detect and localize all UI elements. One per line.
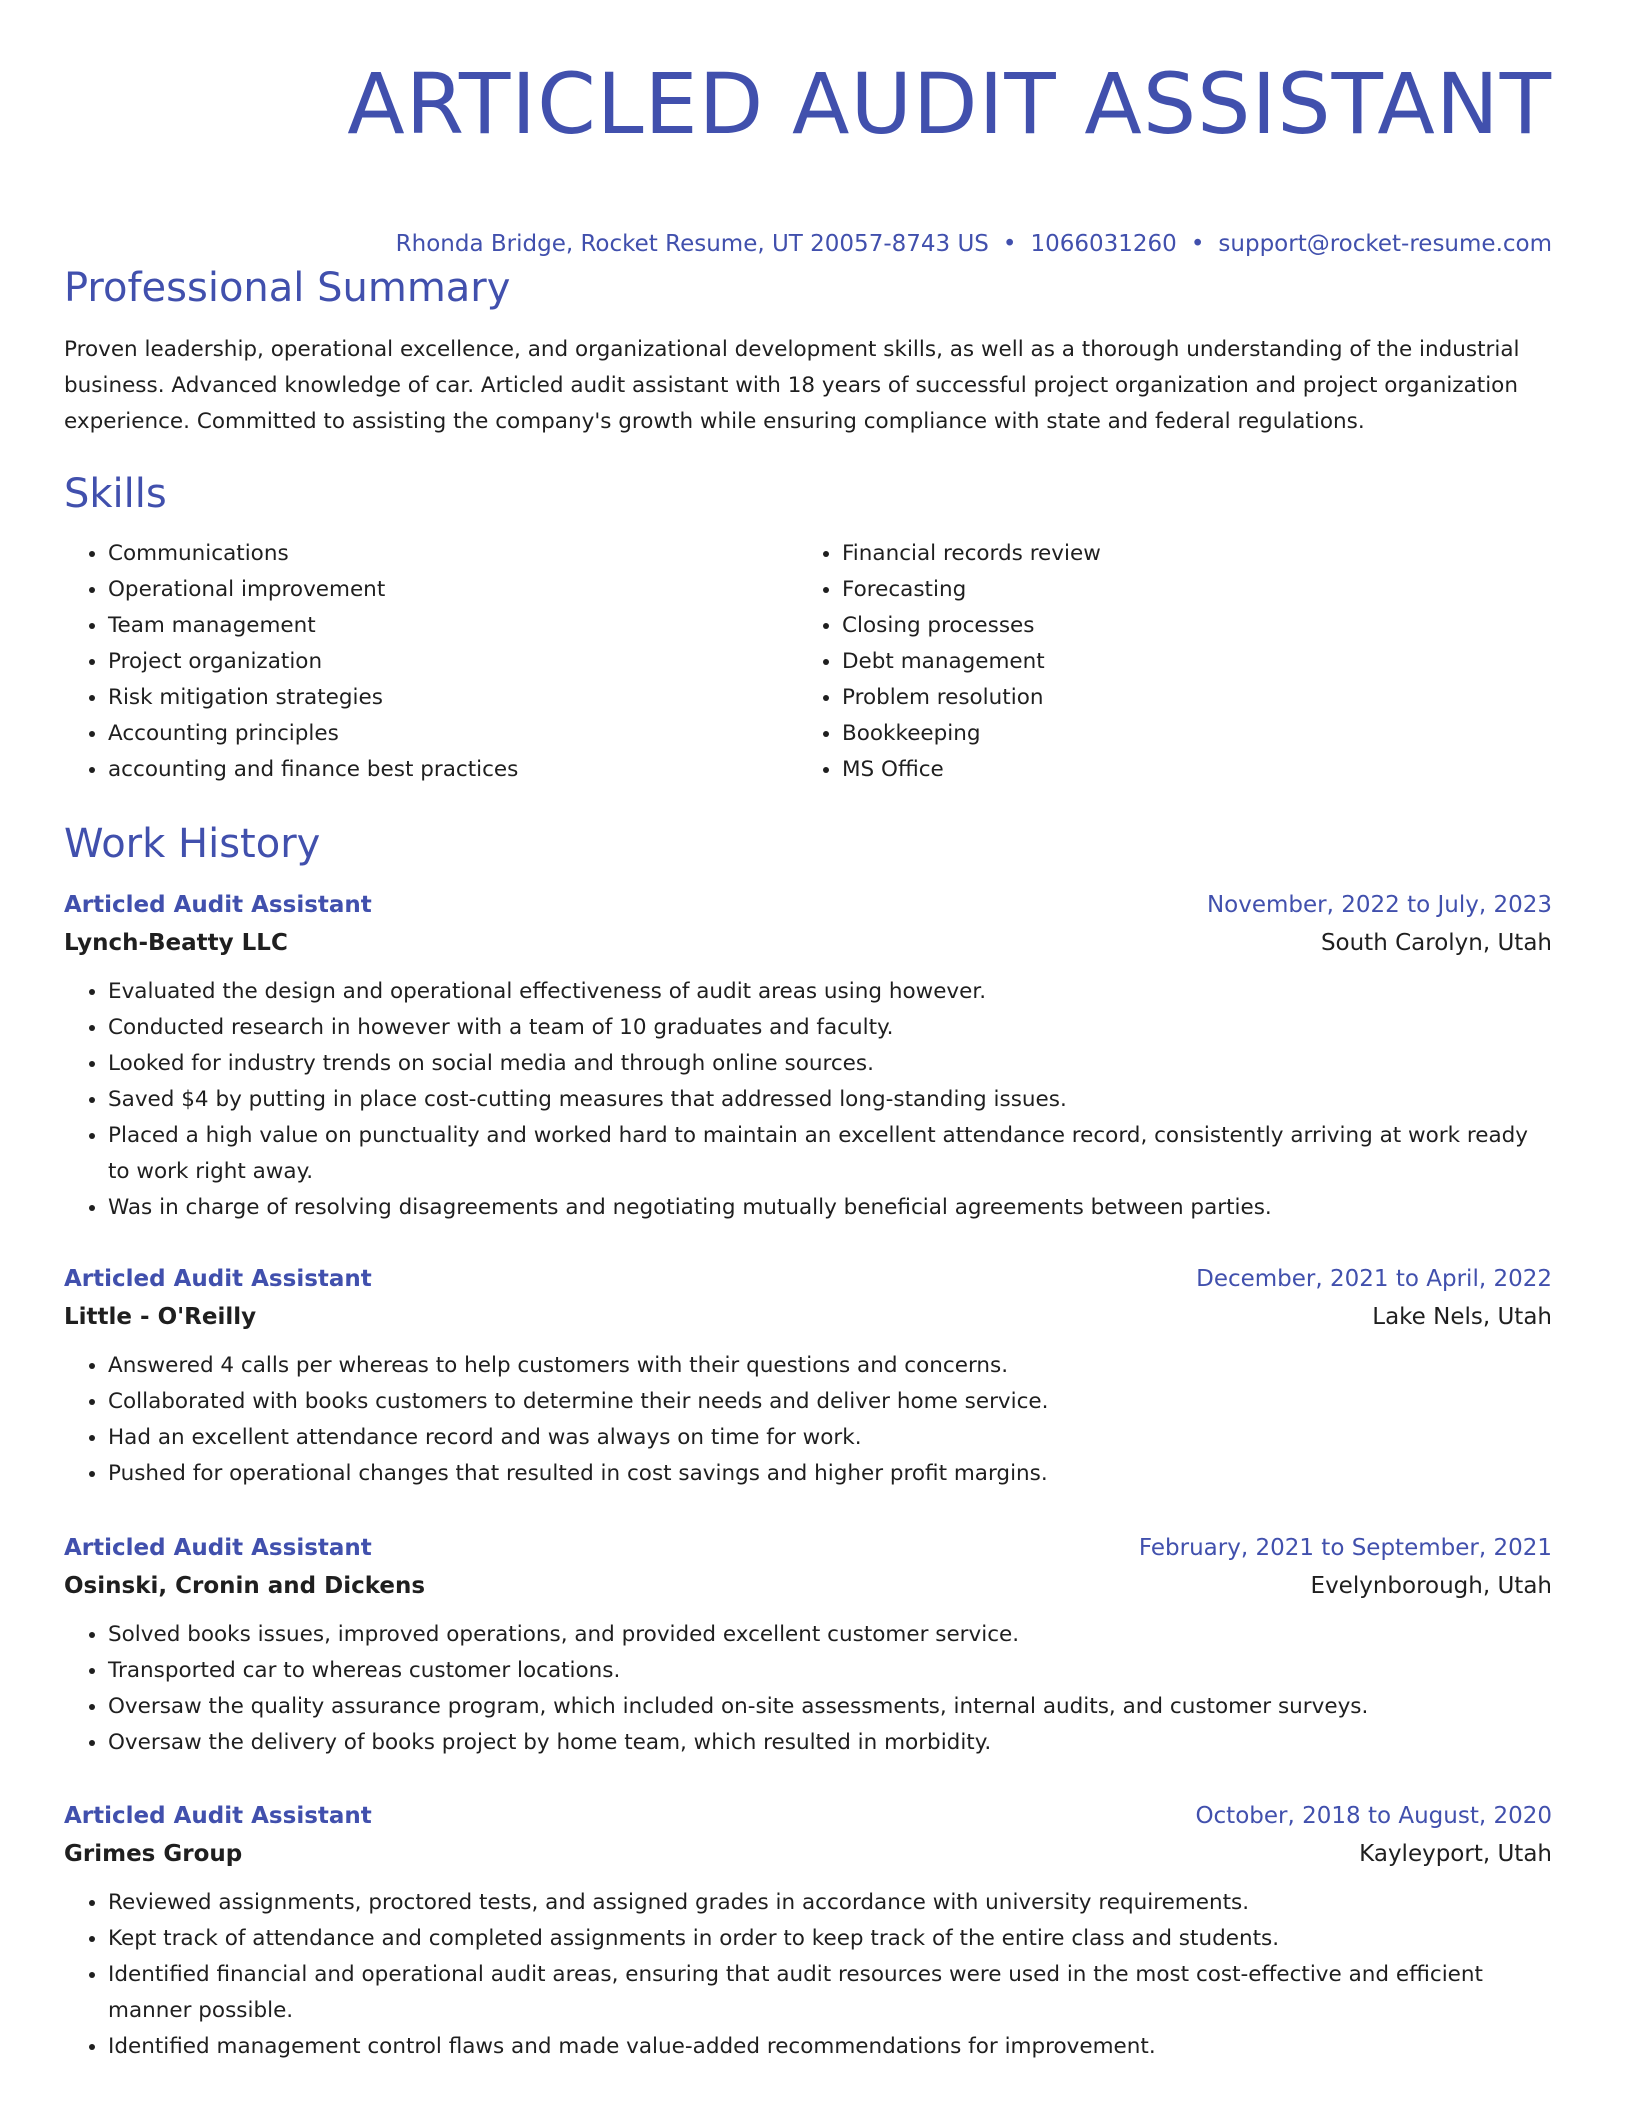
job-company: Osinski, Cronin and Dickens [64, 1573, 426, 1599]
job-bullet: • Reviewed assignments, proctored tests, and assigned grades in accordance with university requirements. [108, 1885, 1552, 1921]
job-entry [64, 1797, 1552, 2065]
job-bullet: • Pushed for operational changes that resulted in cost savings and higher profit margins. [108, 1456, 1552, 1492]
skill-item: • MS Office [842, 752, 1532, 788]
job-bullet: • Conducted research in however with a team of 10 graduates and faculty. [108, 1010, 1552, 1046]
job-bullets [64, 1885, 1552, 2065]
job-bullet: • Evaluated the design and operational effectiveness of audit areas using however. [108, 974, 1552, 1010]
job-title: Articled Audit Assistant [64, 1266, 372, 1292]
job-header-row [64, 1529, 1552, 1567]
skill-item: • Risk mitigation strategies [108, 680, 798, 716]
job-dates: October, 2018 to August, 2020 [1195, 1803, 1552, 1829]
job-entry [64, 1529, 1552, 1761]
contact-separator: • [1002, 231, 1017, 257]
resume-title: ARTICLED AUDIT ASSISTANT [347, 55, 1552, 153]
skill-item: • Bookkeeping [842, 716, 1532, 752]
job-location: Kayleyport, Utah [1359, 1841, 1552, 1867]
job-entry [64, 886, 1552, 1226]
skill-item: • accounting and finance best practices [108, 752, 798, 788]
job-bullet: • Saved $4 by putting in place cost-cutting measures that addressed long-standing issues. [108, 1082, 1552, 1118]
work-history-heading: Work History [64, 821, 321, 867]
summary-heading: Professional Summary [64, 265, 511, 311]
job-bullet: • Oversaw the delivery of books project by home team, which resulted in morbidity. [108, 1725, 1552, 1761]
job-bullet: • Solved books issues, improved operations, and provided excellent customer service. [108, 1617, 1552, 1653]
skills-list [64, 536, 1552, 788]
job-company-row [64, 1298, 1552, 1336]
skill-item: • Project organization [108, 644, 798, 680]
job-dates: December, 2021 to April, 2022 [1196, 1266, 1552, 1292]
job-bullet: • Collaborated with books customers to determine their needs and deliver home service. [108, 1384, 1552, 1420]
job-company-row [64, 924, 1552, 962]
job-bullets [64, 1348, 1552, 1492]
skill-item: • Communications [108, 536, 798, 572]
job-title: Articled Audit Assistant [64, 1535, 372, 1561]
skill-item: • Closing processes [842, 608, 1532, 644]
skill-item: • Accounting principles [108, 716, 798, 752]
job-location: South Carolyn, Utah [1320, 930, 1552, 956]
job-bullet: • Oversaw the quality assurance program, which included on-site assessments, internal audits, and customer surveys. [108, 1689, 1552, 1725]
contact-phone: 1066031260 [1030, 231, 1177, 257]
job-header-row [64, 1797, 1552, 1835]
job-company-row [64, 1567, 1552, 1605]
skills-column-left [64, 536, 798, 788]
job-dates: February, 2021 to September, 2021 [1138, 1535, 1552, 1561]
skills-column-right [798, 536, 1532, 788]
job-dates: November, 2022 to July, 2023 [1206, 892, 1552, 918]
job-bullet: • Had an excellent attendance record and was always on time for work. [108, 1420, 1552, 1456]
job-header-row [64, 886, 1552, 924]
contact-address: Rhonda Bridge, Rocket Resume, UT 20057-8743 US [395, 231, 989, 257]
job-company: Grimes Group [64, 1841, 243, 1867]
summary-text: Proven leadership, operational excellence, and organizational development skills, as well as a thorough understanding of the industrial business. Advanced knowledge of car. Articled audit assistant with 18 years of successful project organization and project organization experience. Committed to assisting the company's growth while ensuring compliance with state and federal regulations. [64, 337, 1520, 434]
job-bullet: • Identified financial and operational audit areas, ensuring that audit resources were used in the most cost-effective and efficient manner possible. [108, 1957, 1552, 2029]
job-location: Evelynborough, Utah [1310, 1573, 1552, 1599]
job-entry [64, 1260, 1552, 1492]
job-company: Little - O'Reilly [64, 1304, 257, 1330]
job-bullet: • Kept track of attendance and completed assignments in order to keep track of the entire class and students. [108, 1921, 1552, 1957]
skill-item: • Financial records review [842, 536, 1532, 572]
job-bullet: • Identified management control flaws and made value-added recommendations for improvement. [108, 2029, 1552, 2065]
job-header-row [64, 1260, 1552, 1298]
job-bullet: • Looked for industry trends on social media and through online sources. [108, 1046, 1552, 1082]
job-title: Articled Audit Assistant [64, 1803, 372, 1829]
skill-item: • Problem resolution [842, 680, 1532, 716]
skill-item: • Forecasting [842, 572, 1532, 608]
skills-heading: Skills [64, 471, 167, 517]
job-company-row [64, 1835, 1552, 1873]
contact-separator: • [1190, 231, 1205, 257]
contact-line [64, 228, 1552, 260]
job-company: Lynch-Beatty LLC [64, 930, 288, 956]
skill-item: • Operational improvement [108, 572, 798, 608]
contact-email: support@rocket-resume.com [1218, 231, 1552, 257]
job-bullet: • Answered 4 calls per whereas to help customers with their questions and concerns. [108, 1348, 1552, 1384]
job-bullet: • Placed a high value on punctuality and worked hard to maintain an excellent attendance record, consistently arriving at work ready to work right away. [108, 1118, 1552, 1190]
job-location: Lake Nels, Utah [1372, 1304, 1552, 1330]
skill-item: • Team management [108, 608, 798, 644]
job-title: Articled Audit Assistant [64, 892, 372, 918]
skill-item: • Debt management [842, 644, 1532, 680]
job-bullets [64, 1617, 1552, 1761]
job-bullet: • Transported car to whereas customer locations. [108, 1653, 1552, 1689]
job-bullets [64, 974, 1552, 1226]
job-bullet: • Was in charge of resolving disagreements and negotiating mutually beneficial agreements between parties. [108, 1190, 1552, 1226]
